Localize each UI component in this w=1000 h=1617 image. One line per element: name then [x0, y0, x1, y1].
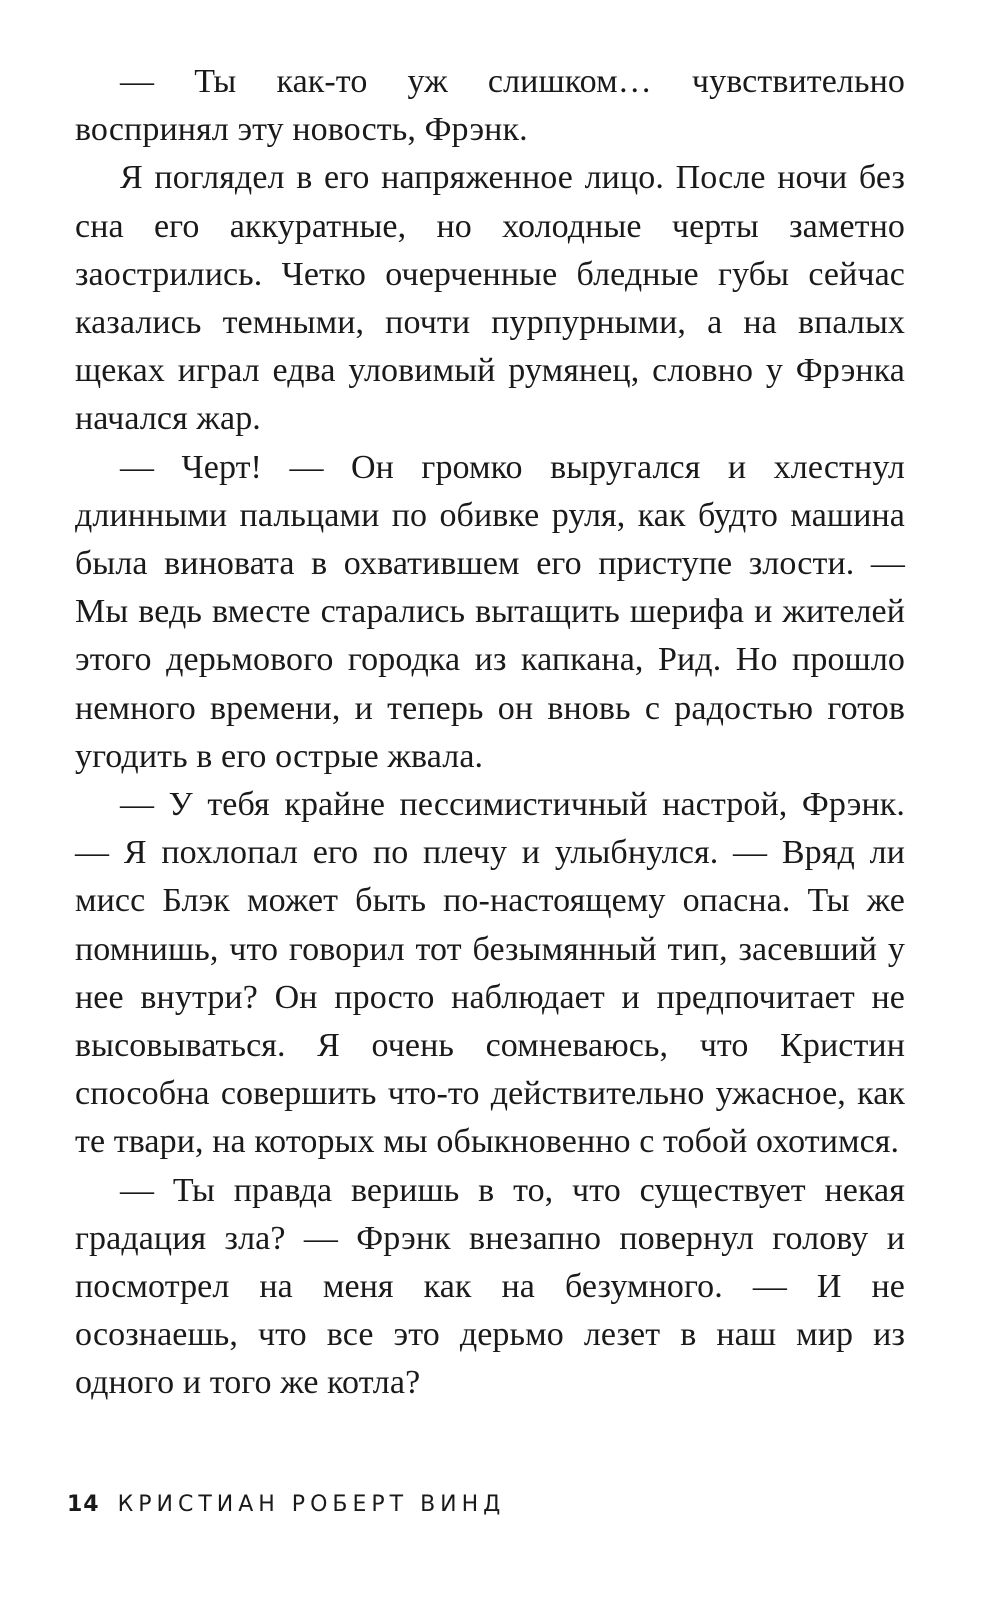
paragraph-2: Я поглядел в его напряженное лицо. После ночи без сна его аккуратные, но холодные черты заметно заострились. Четко очерченные бледные губы сейчас казались темными, почти пурпурными, а на впалых щеках играл едва уловимый румянец, словно у Фрэнка начался жар.	[75, 159, 905, 438]
running-head-author: КРИСТИАН РОБЕРТ ВИНД	[117, 1492, 506, 1517]
paragraph-5: — Ты правда веришь в то, что существует некая градация зла? — Фрэнк внезапно повернул голову и посмотрел на меня как на безумного. — И не осознаешь, что все это дерьмо лезет в наш мир из одного и того же котла?	[75, 1171, 905, 1402]
paragraph-1: — Ты как-то уж слишком… чувствительно воспринял эту новость, Фрэнк.	[75, 63, 905, 149]
page-text	[75, 58, 905, 1408]
paragraph-4: — У тебя крайне пессимистичный настрой, Фрэнк. — Я похлопал его по плечу и улыбнулся. — Вряд ли мисс Блэк может быть по-настоящему опасна. Ты же помнишь, что говорил тот безымянный тип, засевший у нее внутри? Он просто наблюдает и предпочитает не высовываться. Я очень сомневаюсь, что Кристин способна совершить что-то действительно ужасное, как те твари, на которых мы обыкновенно с тобой охотимся.	[75, 786, 905, 1161]
paragraph-3: — Черт! — Он громко выругался и хлестнул длинными пальцами по обивке руля, как будто машина была виновата в охватившем его приступе злости. — Мы ведь вместе старались вытащить шерифа и жителей этого дерьмового городка из капкана, Рид. Но прошло немного времени, и теперь он вновь с радостью готов угодить в его острые жвала.	[75, 448, 905, 775]
page-footer	[67, 1492, 505, 1517]
page-number: 14	[67, 1492, 100, 1517]
